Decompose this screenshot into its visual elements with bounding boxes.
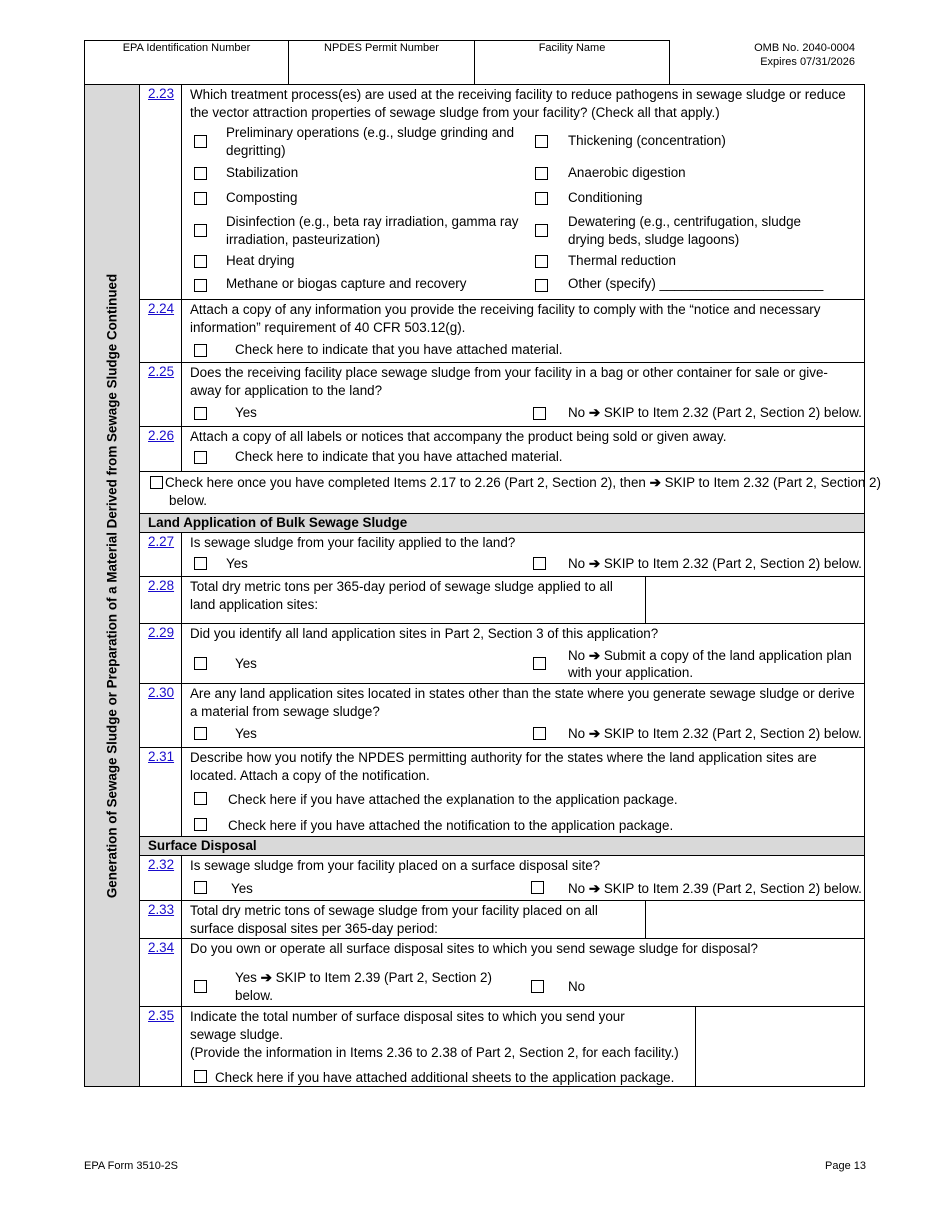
question-text: Is sewage sludge from your facility placed on a surface disposal site?: [190, 858, 601, 873]
option-label: Composting: [226, 190, 298, 205]
checkbox-yes-2-30[interactable]: [194, 727, 207, 740]
item-2-30: [140, 684, 864, 748]
item-2-27: [140, 533, 864, 577]
yes-label: Yes: [235, 726, 257, 741]
check-label: Check here to indicate that you have attached material.: [235, 342, 563, 357]
question-text: Is sewage sludge from your facility applied to the land?: [190, 535, 516, 550]
yes-label: Yes: [231, 881, 253, 896]
question-text: Total dry metric tons of sewage sludge from your facility placed on all surface disposal sites per 365-day period:: [190, 903, 598, 936]
omb-number: OMB No. 2040-0004: [754, 42, 855, 54]
item-link-2-24[interactable]: 2.24: [148, 301, 175, 316]
checkbox-thickening[interactable]: [535, 135, 548, 148]
question-note: (Provide the information in Items 2.36 to 2.38 of Part 2, Section 2, for each facility.): [190, 1045, 679, 1060]
option-label: Thermal reduction: [568, 253, 676, 268]
question-text: Attach a copy of all labels or notices that accompany the product being sold or given away.: [190, 429, 727, 444]
arrow-icon: ➔: [588, 726, 601, 741]
item-2-33: [140, 901, 864, 939]
completion-row: [140, 472, 881, 514]
item-link-2-23[interactable]: 2.23: [148, 86, 175, 101]
checkbox-additional-sheets[interactable]: [194, 1070, 207, 1083]
checkbox-no-2-32[interactable]: [531, 881, 544, 894]
checkbox-other[interactable]: [535, 279, 548, 292]
header-table: [84, 40, 670, 85]
answer-field-2-28[interactable]: [645, 577, 864, 623]
item-link-2-27[interactable]: 2.27: [148, 534, 175, 549]
checkbox-no-2-34[interactable]: [531, 980, 544, 993]
checkbox-no-2-30[interactable]: [533, 727, 546, 740]
yes-label: Yes: [226, 556, 248, 571]
option-label: Anaerobic digestion: [568, 165, 686, 180]
item-link-2-25[interactable]: 2.25: [148, 364, 175, 379]
form-number: EPA Form 3510-2S: [84, 1160, 178, 1172]
checkbox-notification[interactable]: [194, 818, 207, 831]
arrow-icon: ➔: [588, 556, 601, 571]
checkbox-attached-2-24[interactable]: [194, 344, 207, 357]
item-2-32: [140, 856, 864, 901]
checkbox-no-2-27[interactable]: [533, 557, 546, 570]
arrow-icon: ➔: [588, 405, 601, 420]
item-link-2-33[interactable]: 2.33: [148, 902, 175, 917]
checkbox-disinfection[interactable]: [194, 224, 207, 237]
checkbox-explanation[interactable]: [194, 792, 207, 805]
completion-text-cont: below.: [169, 493, 207, 508]
question-text: Indicate the total number of surface disposal sites to which you send your sewage sludge.: [190, 1009, 625, 1042]
option-label: Thickening (concentration): [568, 133, 726, 148]
side-label-column: [85, 85, 140, 1086]
expires: Expires 07/31/2026: [760, 56, 855, 68]
no-skip-label: No ➔ SKIP to Item 2.32 (Part 2, Section 2) below.: [568, 726, 862, 741]
item-link-2-30[interactable]: 2.30: [148, 685, 175, 700]
section-heading-land-application: Land Application of Bulk Sewage Sludge: [140, 514, 864, 533]
checkbox-dewatering[interactable]: [535, 224, 548, 237]
question-text: Are any land application sites located in states other than the state where you generate sewage sludge or derive a material from sewage sludge?: [190, 686, 855, 719]
checkbox-stabilization[interactable]: [194, 167, 207, 180]
item-2-28: [140, 577, 864, 624]
question-text: Total dry metric tons per 365-day period of sewage sludge applied to all land application sites:: [190, 579, 613, 612]
question-text: Attach a copy of any information you provide the receiving facility to comply with the “notice and necessary information” requirement of 40 CFR 503.12(g).: [190, 302, 821, 335]
question-text: Which treatment process(es) are used at the receiving facility to reduce pathogens in sewage sludge or reduce the vector attraction properties of sewage sludge from your facility? (Check all that apply.): [190, 87, 846, 120]
checkbox-completed[interactable]: [150, 476, 163, 489]
checkbox-heat-drying[interactable]: [194, 255, 207, 268]
epa-id-label: EPA Identification Number: [85, 41, 289, 84]
item-link-2-26[interactable]: 2.26: [148, 428, 175, 443]
option-label: Stabilization: [226, 165, 299, 180]
question-text: Describe how you notify the NPDES permitting authority for the states where the land application sites are located. Attach a copy of the notification.: [190, 750, 817, 783]
answer-field-2-33[interactable]: [645, 901, 864, 938]
arrow-icon: ➔: [649, 475, 661, 490]
side-label: Generation of Sewage Sludge or Preparation of a Material Derived from Sewage Sludge Continued: [104, 273, 120, 898]
arrow-icon: ➔: [260, 970, 272, 985]
no-skip-label: No ➔ SKIP to Item 2.32 (Part 2, Section 2) below.: [568, 556, 862, 571]
question-text: Did you identify all land application sites in Part 2, Section 3 of this application?: [190, 626, 659, 641]
item-2-23: [140, 85, 864, 300]
other-specify[interactable]: Other (specify) ______________________: [568, 276, 824, 291]
check-label: Check here if you have attached the notification to the application package.: [228, 818, 674, 833]
no-skip-label: No ➔ Submit a copy of the land application plan: [568, 648, 852, 663]
option-label: Heat drying: [226, 253, 295, 268]
checkbox-no-2-29[interactable]: [533, 657, 546, 670]
item-link-2-34[interactable]: 2.34: [148, 940, 175, 955]
item-2-34: [140, 939, 864, 1007]
form-table: [84, 84, 881, 1087]
yes-label: Yes: [235, 656, 257, 671]
checkbox-yes-2-25[interactable]: [194, 407, 207, 420]
checkbox-preliminary[interactable]: [194, 135, 207, 148]
npdes-label: NPDES Permit Number: [289, 41, 475, 84]
yes-label: Yes: [235, 405, 257, 420]
page-number: Page 13: [825, 1160, 866, 1172]
check-label: Check here to indicate that you have attached material.: [235, 449, 563, 464]
no-label: No: [568, 979, 586, 994]
option-label: Preliminary operations (e.g., sludge grinding and degritting): [226, 125, 515, 158]
option-label: Methane or biogas capture and recovery: [226, 276, 467, 291]
answer-field-2-35[interactable]: [695, 1007, 864, 1087]
item-link-2-31[interactable]: 2.31: [148, 749, 175, 764]
item-link-2-32[interactable]: 2.32: [148, 857, 175, 872]
facility-name-label: Facility Name: [538, 42, 606, 54]
section-heading-surface-disposal: Surface Disposal: [140, 837, 864, 856]
item-2-31: [140, 748, 864, 837]
arrow-icon: ➔: [588, 881, 601, 896]
yes-skip-label-cont: below.: [235, 988, 273, 1003]
question-text: Do you own or operate all surface disposal sites to which you send sewage sludge for disposal?: [190, 941, 758, 956]
item-2-24: [140, 300, 864, 363]
item-2-25: [140, 363, 864, 427]
option-label: Dewatering (e.g., centrifugation, sludge drying beds, sludge lagoons): [568, 214, 801, 247]
no-skip-label: No ➔ SKIP to Item 2.39 (Part 2, Section 2) below.: [568, 881, 862, 896]
checkbox-yes-2-34[interactable]: [194, 980, 207, 993]
question-text: Does the receiving facility place sewage sludge from your facility in a bag or other container for sale or give-away for application to the land?: [190, 365, 828, 398]
checkbox-methane[interactable]: [194, 279, 207, 292]
checkbox-composting[interactable]: [194, 192, 207, 205]
check-label: Check here if you have attached additional sheets to the application package.: [215, 1070, 675, 1085]
completion-text: Check here once you have completed Items 2.17 to 2.26 (Part 2, Section 2), then ➔ SKIP to Item 2.32 (Part 2, Section 2): [165, 475, 881, 490]
item-link-2-35[interactable]: 2.35: [148, 1008, 175, 1023]
checkbox-thermal[interactable]: [535, 255, 548, 268]
item-2-35: [140, 1007, 864, 1087]
yes-skip-label: Yes ➔ SKIP to Item 2.39 (Part 2, Section 2): [235, 970, 492, 985]
checkbox-no-2-25[interactable]: [533, 407, 546, 420]
item-link-2-29[interactable]: 2.29: [148, 625, 175, 640]
checkbox-conditioning[interactable]: [535, 192, 548, 205]
arrow-icon: ➔: [588, 648, 601, 663]
checkbox-anaerobic[interactable]: [535, 167, 548, 180]
item-2-26: [140, 427, 864, 472]
checkbox-yes-2-32[interactable]: [194, 881, 207, 894]
item-2-29: [140, 624, 864, 684]
check-label: Check here if you have attached the explanation to the application package.: [228, 792, 678, 807]
omb-info: [754, 41, 855, 69]
checkbox-attached-2-26[interactable]: [194, 451, 207, 464]
checkbox-yes-2-29[interactable]: [194, 657, 207, 670]
option-label: Disinfection (e.g., beta ray irradiation, gamma ray irradiation, pasteurization): [226, 214, 519, 247]
option-label: Conditioning: [568, 190, 643, 205]
no-skip-label: No ➔ SKIP to Item 2.32 (Part 2, Section 2) below.: [568, 405, 862, 420]
no-skip-label-cont: with your application.: [568, 665, 694, 680]
checkbox-yes-2-27[interactable]: [194, 557, 207, 570]
item-link-2-28[interactable]: 2.28: [148, 578, 175, 593]
